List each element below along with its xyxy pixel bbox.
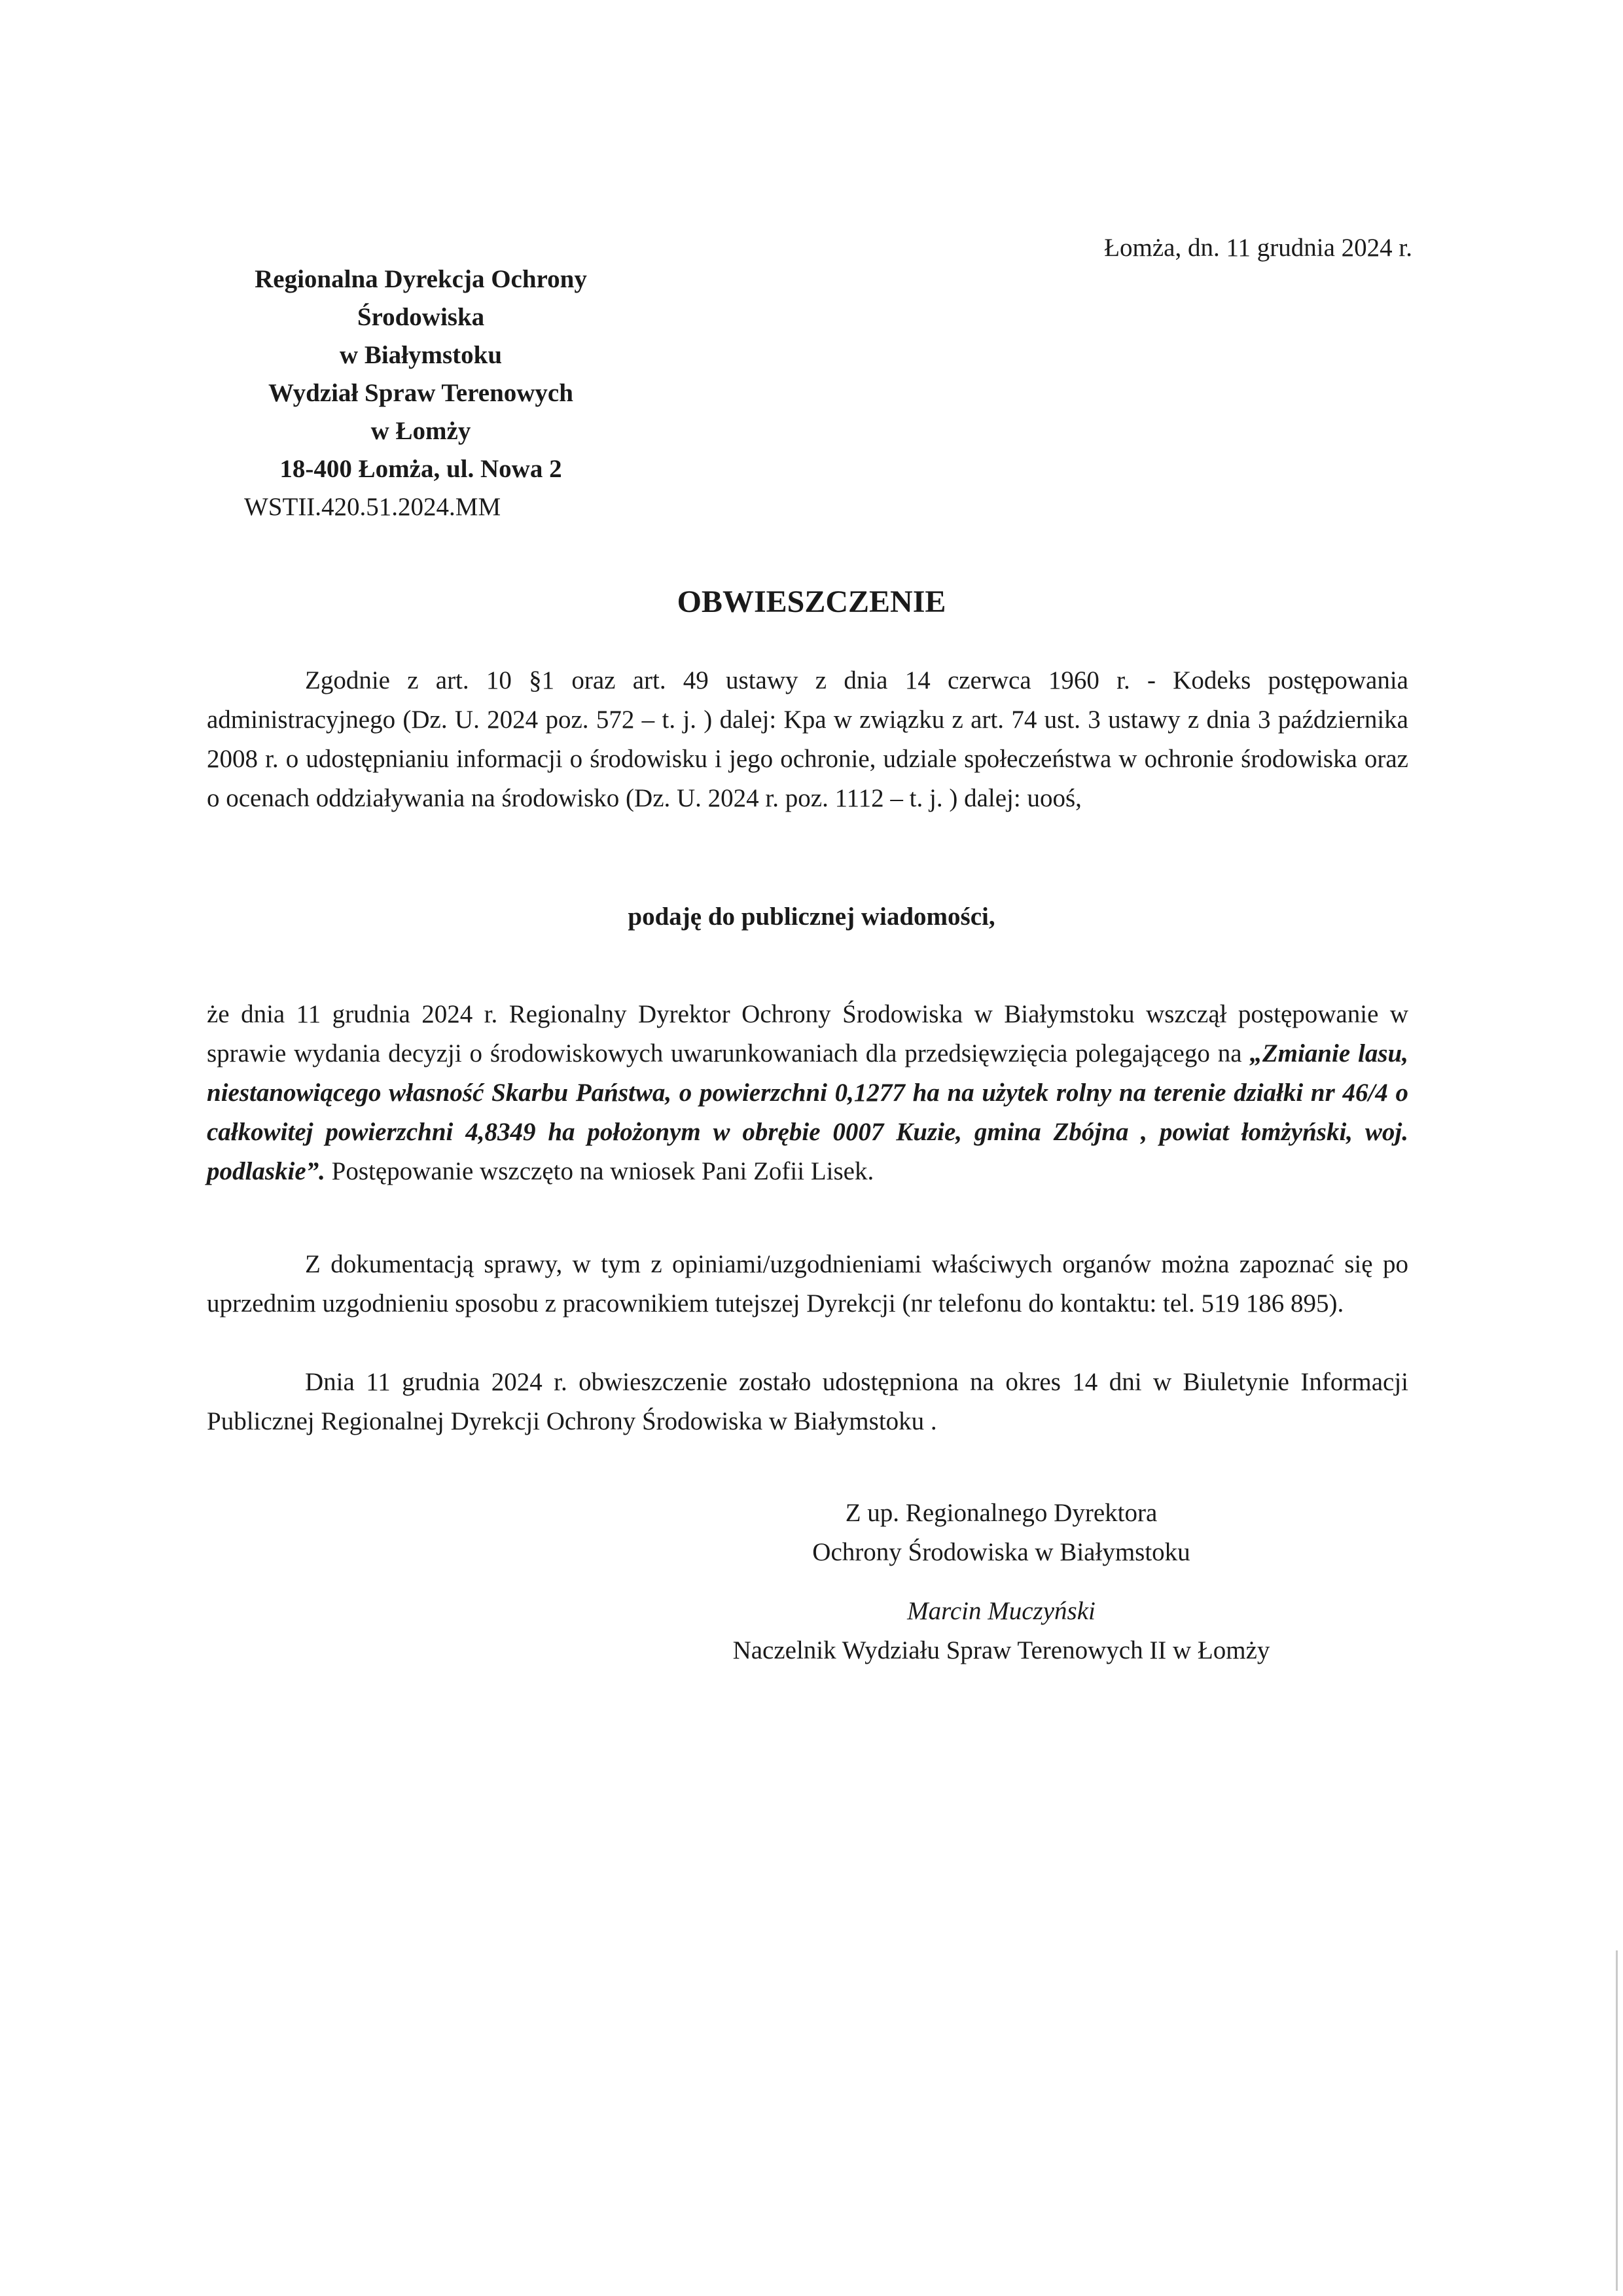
project-description: „Zmianie lasu, niestanowiącego własność Skarbu Państwa, o powierzchni 0,1277 ha na użytek rolny na terenie działki nr 46/4 o całkowitej powierzchni 4,8349 ha położonym w obrębie 0007 Kuzie, gmina Zbójna , powiat łomżyński, woj. podlaskie”. bbox=[207, 1039, 1408, 1185]
documentation-paragraph: Z dokumentacją sprawy, w tym z opiniami/uzgodnieniami właściwych organów można zapoznać się po uprzednim uzgodnieniu sposobu z pracownikiem tutejszej Dyrekcji (nr telefonu do kontaktu: tel. 519 186 895). bbox=[207, 1250, 1408, 1318]
sender-block bbox=[218, 260, 624, 526]
signature-block bbox=[681, 1494, 1322, 1670]
signatory-name: Marcin Muczyński bbox=[907, 1597, 1096, 1625]
publication-paragraph: Dnia 11 grudnia 2024 r. obwieszczenie zostało udostępniona na okres 14 dni w Biuletynie Informacji Publicznej Regionalnej Dyrekcji Ochrony Środowiska w Białymstoku . bbox=[207, 1368, 1408, 1435]
signatory-position: Naczelnik Wydziału Spraw Terenowych II w Łomży bbox=[732, 1636, 1270, 1664]
main-paragraph-text: że dnia 11 grudnia 2024 r. Regionalny Dyrektor Ochrony Środowiska w Białymstoku wszczął postępowanie w sprawie wydania decyzji o środowiskowych uwarunkowaniach dla przedsięwzięcia polegającego na bbox=[207, 1000, 1408, 1067]
signature-spacer bbox=[681, 1572, 1322, 1592]
reference-number: WSTII.420.51.2024.MM bbox=[244, 493, 501, 521]
signature-line-2: Ochrony Środowiska w Białymstoku bbox=[812, 1538, 1190, 1566]
sender-line-1: Regionalna Dyrekcja Ochrony Środowiska bbox=[255, 265, 587, 331]
announcement-line: podaję do publicznej wiadomości, bbox=[628, 903, 995, 931]
intro-paragraph: Zgodnie z art. 10 §1 oraz art. 49 ustawy z dnia 14 czerwca 1960 r. - Kodeks postępowania administracyjnego (Dz. U. 2024 poz. 572 – t. j. ) dalej: Kpa w związku z art. 74 ust. 3 ustawy z dnia 3 października 2008 r. o udostępnianiu informacji o środowisku i jego ochronie, udziale społeczeństwa w ochronie środowiska oraz o ocenach oddziaływania na środowisko (Dz. U. 2024 r. poz. 1112 – t. j. ) dalej: uooś, bbox=[207, 666, 1408, 812]
sender-line-5: 18-400 Łomża, ul. Nowa 2 bbox=[279, 455, 562, 483]
main-paragraph-ending: Postępowanie wszczęto na wniosek Pani Zofii Lisek. bbox=[325, 1157, 874, 1185]
document-date: Łomża, dn. 11 grudnia 2024 r. bbox=[1104, 234, 1412, 262]
sender-line-2: w Białymstoku bbox=[339, 341, 503, 369]
document-title: OBWIESZCZENIE bbox=[677, 584, 946, 619]
scan-edge-line bbox=[1616, 1950, 1618, 2291]
main-paragraph bbox=[207, 995, 1408, 1191]
sender-line-4: w Łomży bbox=[370, 417, 471, 445]
sender-line-3: Wydział Spraw Terenowych bbox=[268, 379, 573, 407]
signature-line-1: Z up. Regionalnego Dyrektora bbox=[845, 1499, 1158, 1527]
